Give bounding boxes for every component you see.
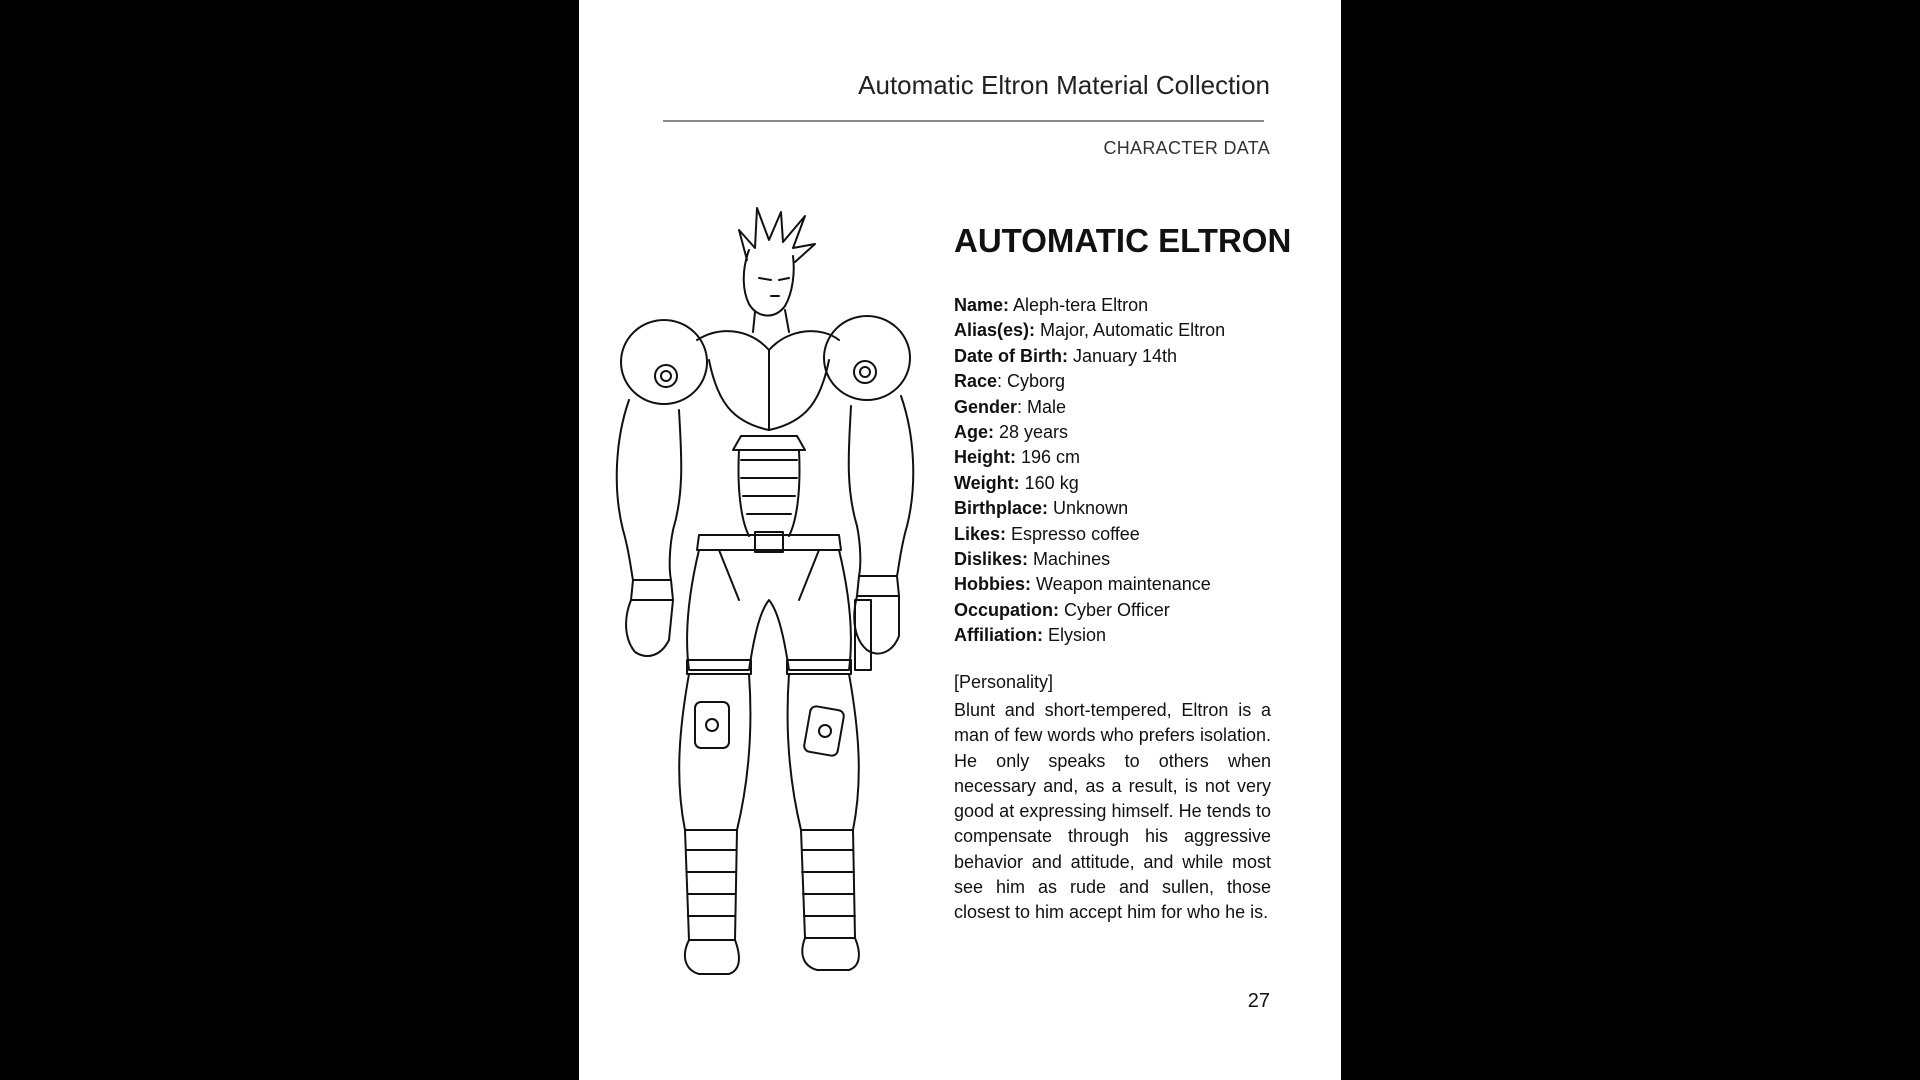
personality-heading: [Personality]: [954, 672, 1054, 692]
field-label: Hobbies:: [954, 574, 1032, 595]
character-fields: [954, 293, 1274, 649]
field-label: Name:: [954, 295, 1010, 315]
field-value: 28 years: [994, 422, 1069, 443]
field-label: Alias(es):: [954, 320, 1036, 341]
field-label: Occupation:: [954, 599, 1060, 620]
field-value: Unknown: [1048, 498, 1129, 519]
field-date-of-birth: [954, 344, 1274, 369]
field-dislikes: [954, 547, 1274, 572]
character-name-heading: AUTOMATIC ELTRON: [954, 222, 1292, 259]
field-affiliation: [954, 623, 1274, 648]
field-value: Major, Automatic Eltron: [1035, 320, 1226, 341]
field-value: 160 kg: [1019, 472, 1079, 493]
field-value: January 14th: [1068, 345, 1178, 366]
field-label: Affiliation:: [954, 625, 1043, 646]
field-value: Weapon maintenance: [1031, 574, 1211, 595]
field-aliases: [954, 318, 1274, 343]
field-age: [954, 420, 1274, 445]
header-divider: [663, 120, 1264, 122]
section-label: CHARACTER DATA: [1103, 138, 1270, 158]
field-gender: [954, 395, 1274, 420]
field-label: Weight:: [954, 472, 1020, 493]
field-label: Height:: [954, 447, 1016, 468]
field-label: Dislikes:: [954, 549, 1029, 570]
field-value: Cyber Officer: [1059, 599, 1170, 620]
field-value: Aleph-tera Eltron: [1009, 295, 1149, 315]
field-label: Birthplace:: [954, 498, 1049, 519]
field-value: Machines: [1028, 549, 1111, 570]
field-hobbies: [954, 572, 1274, 597]
character-illustration: [599, 200, 929, 995]
character-lineart-icon: [599, 200, 929, 995]
document-page: [579, 0, 1341, 1080]
field-name: [954, 293, 1274, 318]
field-value: Elysion: [1042, 625, 1107, 646]
field-likes: [954, 522, 1274, 547]
header-title: Automatic Eltron Material Collection: [858, 70, 1270, 100]
field-occupation: [954, 598, 1274, 623]
field-label: Age:: [954, 422, 994, 443]
field-label: Likes:: [954, 523, 1007, 544]
field-value: : Cyborg: [997, 371, 1066, 392]
field-label: Race: [954, 371, 998, 392]
field-value: : Male: [1017, 396, 1067, 417]
field-birthplace: [954, 496, 1274, 521]
field-label: Gender: [954, 396, 1018, 417]
field-value: 196 cm: [1016, 447, 1081, 468]
field-height: [954, 445, 1274, 470]
field-label: Date of Birth:: [954, 345, 1068, 366]
field-value: Espresso coffee: [1006, 523, 1140, 544]
field-race: [954, 369, 1274, 394]
field-weight: [954, 471, 1274, 496]
page-number: 27: [1247, 990, 1270, 1012]
personality-paragraph: Blunt and short-tempered, Eltron is a man of few words who prefers isolation. He only speaks to others when necessary and, as a result, is not very good at expressing himself. He tends to compensate through his aggressive behavior and attitude, and while most see him as rude and sullen, those closest to him accept him for who he is.: [954, 700, 1271, 923]
